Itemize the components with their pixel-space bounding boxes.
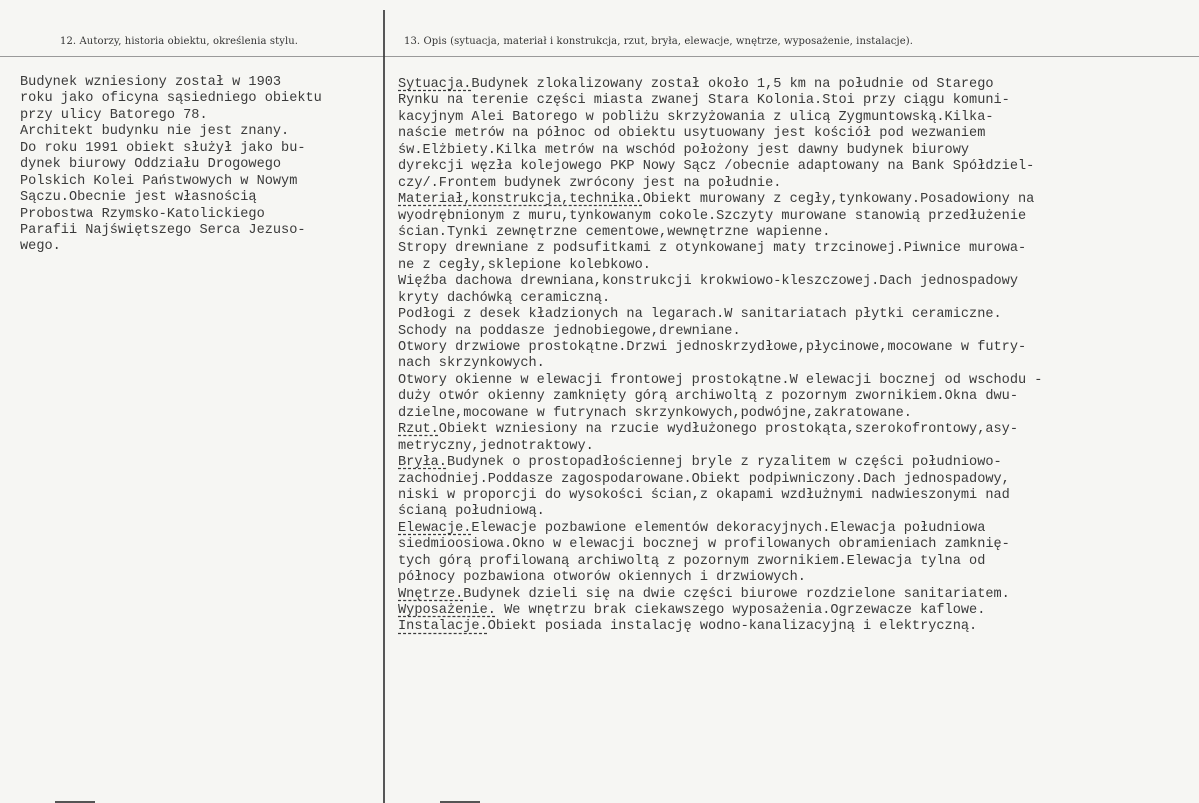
description-line: [398, 619, 1042, 635]
section-keyword: Instalacje.: [398, 619, 488, 635]
history-line: dynek biurowy Oddziału Drogowego: [20, 157, 282, 173]
description-line-text: kacyjnym Alei Batorego w pobliżu skrzyżowania z ulicą Zygmuntowską.Kilka-: [398, 109, 994, 125]
description-line-text: Elewacje pozbawione elementów dekoracyjnych.Elewacja południowa: [471, 520, 986, 536]
description-line-text: Budynek dzieli się na dwie części biurowe rozdzielone sanitariatem.: [463, 586, 1010, 602]
description-line: [398, 159, 1042, 175]
section-keyword: Rzut.: [398, 422, 439, 438]
description-line-text: czy/.Frontem budynek zwrócony jest na południe.: [398, 175, 782, 191]
description-line: [398, 356, 1042, 372]
description-line: [398, 274, 1042, 290]
description-line-text: Obiekt wzniesiony na rzucie wydłużonego prostokąta,szerokofrontowy,asy-: [438, 422, 1018, 438]
description-line: [398, 406, 1042, 422]
description-line-text: naście metrów na północ od obiektu usytuowany jest kościół pod wezwaniem: [398, 126, 986, 142]
description-line: [398, 241, 1042, 257]
history-line: Do roku 1991 obiekt służył jako bu-: [20, 140, 306, 156]
description-line: [398, 537, 1042, 553]
description-line-text: Budynek zlokalizowany został około 1,5 km na południe od Starego: [471, 77, 994, 92]
history-line: Probostwa Rzymsko-Katolickiego: [20, 206, 265, 222]
description-line-text: kryty dachówką ceramiczną.: [398, 290, 611, 306]
description-line: [398, 225, 1042, 241]
description-line: [398, 504, 1042, 520]
history-line: Parafii Najświętszego Serca Jezuso-: [20, 222, 306, 238]
section-keyword: Bryła.: [398, 455, 447, 471]
description-line-text: zachodniej.Poddasze zagospodarowane.Obiekt podpiwniczony.Dach jednospadowy,: [398, 471, 1010, 487]
description-line: [398, 110, 1042, 126]
description-line: [398, 126, 1042, 142]
header-rule: [0, 56, 1199, 57]
history-line: Budynek wzniesiony został w 1903: [20, 75, 282, 90]
history-line: roku jako oficyna sąsiedniego obiektu: [20, 91, 322, 107]
description-line-text: dyrekcji węzła kolejowego PKP Nowy Sącz /obecnie adaptowany na Bank Spółdziel-: [398, 159, 1035, 175]
description-line-text: ne z cegły,sklepione kolebkowo.: [398, 257, 651, 273]
description-line-text: ścian.Tynki zewnętrzne cementowe,wewnętrzne wapienne.: [398, 224, 831, 240]
description-line-text: siedmioosiowa.Okno w elewacji bocznej w profilowanych obramieniach zamknię-: [398, 537, 1010, 553]
description-line-text: Więźba dachowa drewniana,konstrukcji krokwiowo-kleszczowej.Dach jednospadowy: [398, 274, 1018, 290]
history-line: Sączu.Obecnie jest własnością: [20, 190, 257, 206]
section-keyword: Materiał,konstrukcja,technika.: [398, 192, 643, 208]
history-line: przy ulicy Batorego 78.: [20, 107, 208, 123]
description-line-text: niski w proporcji do wysokości ścian,z okapami wzdłużnymi nadwieszonymi nad: [398, 487, 1010, 503]
column-divider: [383, 10, 385, 803]
description-line-text: św.Elżbiety.Kilka metrów na wschód położony jest dawny budynek biurowy: [398, 142, 970, 158]
description-line: [398, 570, 1042, 586]
section-keyword: Wnętrze.: [398, 586, 464, 602]
description-line-text: duży otwór okienny zamknięty górą archiwoltą z pozornym zwornikiem.Okna dwu-: [398, 389, 1018, 405]
description-line: [398, 209, 1042, 225]
description-line-text: północy pozbawiona otworów okiennych i drzwiowych.: [398, 570, 806, 586]
description-line: [398, 521, 1042, 537]
description-line: [398, 439, 1042, 455]
description-line: [398, 324, 1042, 340]
description-line-text: metryczny,jednotraktowy.: [398, 438, 594, 454]
description-text: [398, 77, 1042, 636]
description-line: [398, 258, 1042, 274]
description-line-text: dzielne,mocowane w futrynach skrzynkowych,podwójne,zakratowane.: [398, 405, 912, 421]
description-line-text: Rynku na terenie części miasta zwanej Stara Kolonia.Stoi przy ciągu komuni-: [398, 93, 1010, 109]
description-line: [398, 554, 1042, 570]
section-keyword: Wyposażenie.: [398, 603, 496, 618]
description-line-text: Budynek o prostopadłościennej bryle z ryzalitem w części południowo-: [446, 455, 1002, 471]
description-line-text: Podłogi z desek kładzionych na legarach.W sanitariatach płytki ceramiczne.: [398, 307, 1002, 323]
section-keyword: Sytuacja.: [398, 77, 472, 92]
section-keyword: Elewacje.: [398, 520, 472, 536]
history-line: wego.: [20, 239, 61, 255]
description-line-text: Schody na poddasze jednobiegowe,drewniane.: [398, 323, 741, 339]
description-line: [398, 472, 1042, 488]
description-line: [398, 291, 1042, 307]
description-line-text: Stropy drewniane z podsufitkami z otynkowanej maty trzcinowej.Piwnice murowa-: [398, 241, 1027, 257]
description-line: [398, 77, 1042, 93]
history-line: Polskich Kolei Państwowych w Nowym: [20, 173, 298, 189]
description-line: [398, 307, 1042, 323]
description-line: [398, 93, 1042, 109]
description-line: [398, 587, 1042, 603]
description-line: [398, 422, 1042, 438]
description-line: [398, 603, 1042, 619]
right-column-header: 13. Opis (sytuacja, materiał i konstrukcja, rzut, bryła, elewacje, wnętrze, wyposażenie, instalacje).: [404, 36, 913, 47]
description-line: [398, 488, 1042, 504]
description-line-text: Otwory okienne w elewacji frontowej prostokątne.W elewacji bocznej od wschodu -: [398, 372, 1043, 388]
description-line: [398, 373, 1042, 389]
description-line-text: ścianą południową.: [398, 504, 545, 520]
description-line-text: nach skrzynkowych.: [398, 356, 545, 372]
description-line-text: tych górą profilowaną archiwoltą z pozornym zwornikiem.Elewacja tylna od: [398, 553, 986, 569]
description-line: [398, 143, 1042, 159]
history-line: Architekt budynku nie jest znany.: [20, 124, 290, 140]
description-line-text: Obiekt murowany z cegły,tynkowany.Posadowiony na: [642, 192, 1035, 208]
description-line: [398, 340, 1042, 356]
description-line-text: We wnętrzu brak ciekawszego wyposażenia.Ogrzewacze kaflowe.: [495, 603, 986, 618]
description-line: [398, 192, 1042, 208]
left-column-header: 12. Autorzy, historia obiektu, określenia stylu.: [60, 36, 299, 47]
description-line: [398, 455, 1042, 471]
history-text: [20, 75, 322, 256]
description-line-text: Obiekt posiada instalację wodno-kanalizacyjną i elektryczną.: [487, 619, 978, 635]
description-line: [398, 389, 1042, 405]
description-line: [398, 176, 1042, 192]
description-line-text: Otwory drzwiowe prostokątne.Drzwi jednoskrzydłowe,płycinowe,mocowane w futry-: [398, 340, 1027, 355]
description-line-text: wyodrębnionym z muru,tynkowanym cokole.Szczyty murowane stanowią przedłużenie: [398, 208, 1027, 224]
